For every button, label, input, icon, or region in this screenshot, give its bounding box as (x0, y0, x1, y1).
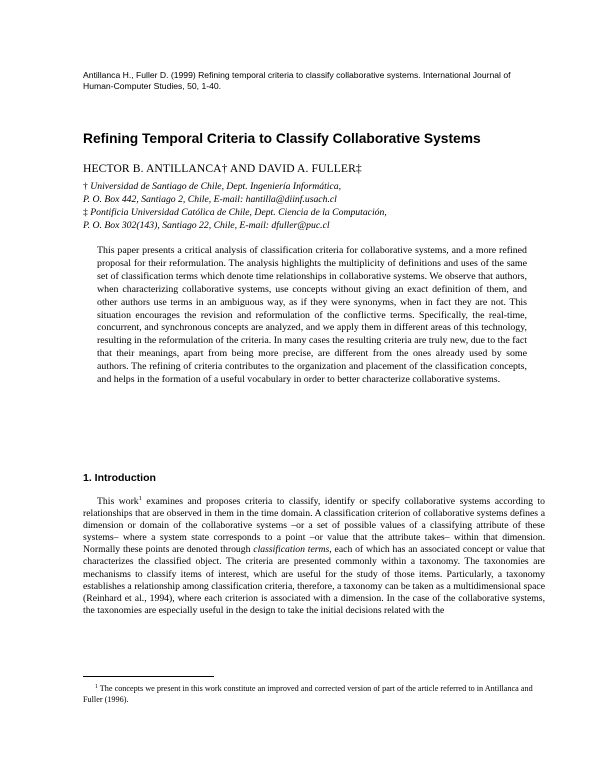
abstract: This paper presents a critical analysis of classification criteria for collaborative systems, and a more refined proposal for their reformulation. The analysis highlights the multiplicity of definitions and uses of the same set of classification terms which denote time relationships in collaborative systems. We observe that authors, when characterizing collaborative systems, use concepts without giving an exact definition of them, and other authors use terms in an ambiguous way, as if they were synonyms, when in fact they are not. This situation encourages the revision and reformulation of the conflictive terms. Specifically, the real-time, concurrent, and synchronous concepts are analyzed, and we apply them in different areas of this technology, resulting in the reformulation of the criteria. In many cases the resulting criteria are truly new, due to the fact that their meanings, apart from being more precise, are different from the ones already used by some authors. The refining of criteria contributes to the organization and placement of the classification concepts, and helps in the formation of a useful vocabulary in order to better characterize collaborative systems. (97, 245, 527, 386)
section-heading: 1. Introduction (83, 472, 156, 484)
affiliation-line: Pontificia Universidad Católica de Chile, Dept. Ciencia de la Computación, (90, 207, 387, 218)
affiliation-1 (83, 180, 543, 206)
footnote-mark: 1 (95, 684, 98, 690)
paragraph-text: This work (97, 496, 139, 507)
author-line: HECTOR B. ANTILLANCA† AND DAVID A. FULLER‡ (83, 162, 362, 175)
affiliation-line: P. O. Box 442, Santiago 2, Chile, E-mail: hantilla@diinf.usach.cl (83, 194, 337, 205)
body-paragraph (83, 496, 545, 617)
paper-title: Refining Temporal Criteria to Classify Collaborative Systems (83, 131, 481, 146)
footnote (83, 683, 545, 705)
affiliation-2 (83, 206, 543, 232)
footnote-reference: 1 (138, 495, 142, 502)
affiliation-mark: † (83, 181, 88, 192)
footnote-text: The concepts we present in this work constitute an improved and corrected version of part of the article referred to in Antillanca and Fuller (1996). (83, 684, 533, 704)
paragraph-text: , each of which has an associated concept or value that characterizes the classified object. The criteria are presented commonly within a taxonomy. The taxonomies are mechanisms to classify items of interest, which are useful for the study of those items. Particularly, a taxonomy establishes a relationship among classification criteria, therefore, a taxonomy can be taken as a multidimensional space (Reinhard et al., 1994), where each criterion is associated with a dimension. In the case of the collaborative systems, the taxonomies are especially useful in the design to take the initial decisions related with the (83, 544, 545, 616)
affiliation-line: Universidad de Santiago de Chile, Dept. Ingeniería Informática, (90, 181, 342, 192)
affiliation-line: P. O. Box 302(143), Santiago 22, Chile, E-mail: dfuller@puc.cl (83, 220, 330, 231)
emphasized-term: classification terms (253, 544, 330, 556)
paragraph-text: examines and proposes criteria to classify, identify or specify collaborative systems according to relationships that are observed in them in the time domain. A classification criterion of collaborative systems defines a dimension or domain of the collaborative systems –or a set of possible values of a classifying attribute of these systems– where a system state corresponds to a point –or value that the attribute takes– within that dimension. Normally these points are denoted through (83, 496, 545, 556)
citation-header: Antillanca H., Fuller D. (1999) Refining temporal criteria to classify collaborative systems. International Journal of Human-Computer Studies, 50, 1-40. (83, 70, 511, 91)
affiliation-mark: ‡ (83, 207, 88, 218)
footnote-divider (83, 676, 214, 677)
